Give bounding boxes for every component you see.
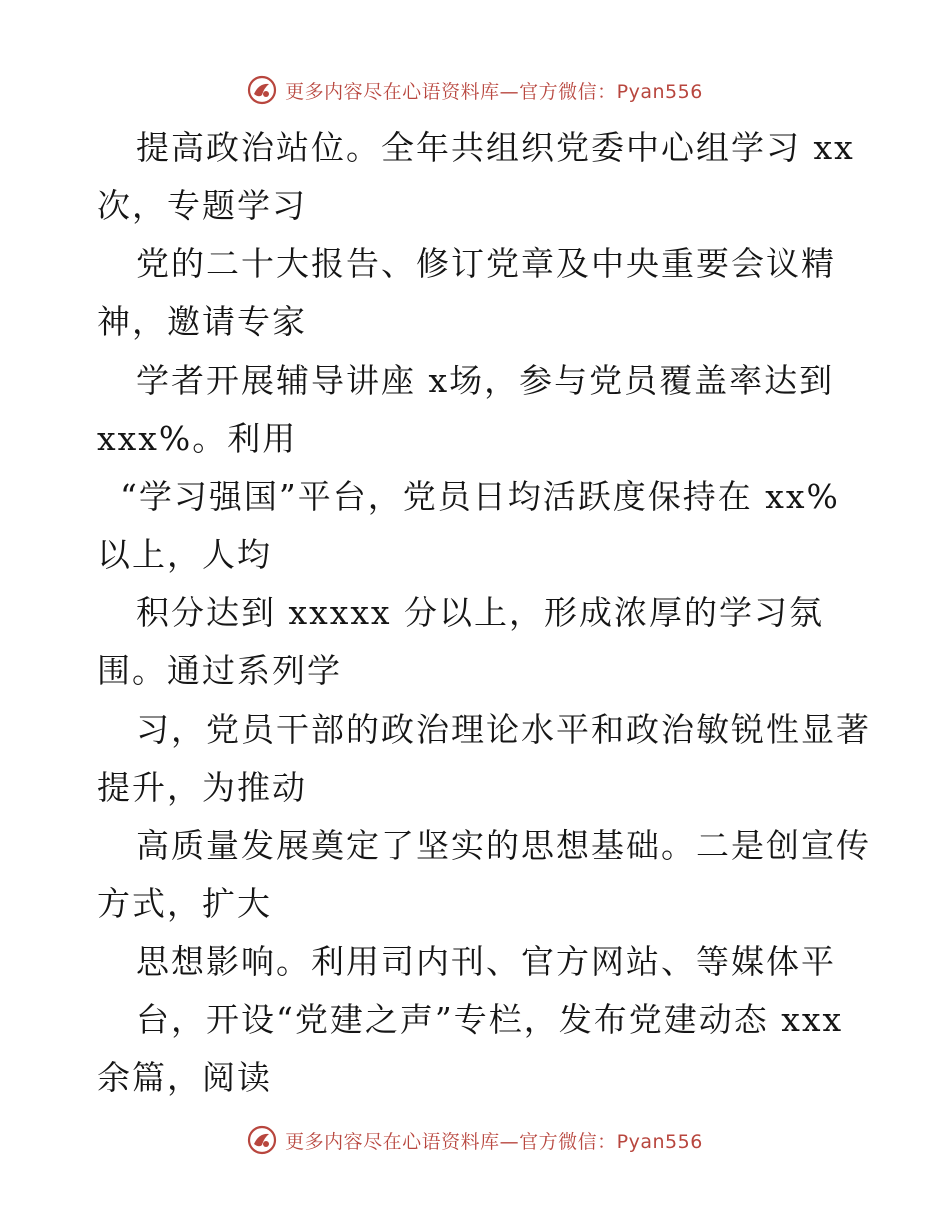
footer-banner-text: 更多内容尽在心语资料库—官方微信：Pyan556	[285, 1130, 703, 1153]
text-line: 学者开展辅导讲座 x场，参与党员覆盖率达到	[136, 361, 835, 400]
text-line: “学习强国”平台，党员日均活跃度保持在 xx%	[120, 477, 840, 516]
text-line: 思想影响。利用司内刊、官方网站、等媒体平	[136, 942, 836, 981]
text-line: 提高政治站位。全年共组织党委中心组学习 xx	[136, 128, 855, 167]
logo-icon	[247, 1125, 277, 1155]
text-line: 高质量发展奠定了坚实的思想基础。二是创宣传	[136, 826, 871, 865]
text-line: xxx%。利用	[97, 419, 298, 458]
text-line: 围。通过系列学	[97, 651, 342, 690]
text-line: 习，党员干部的政治理论水平和政治敏锐性显著	[136, 710, 871, 749]
header-banner-text: 更多内容尽在心语资料库—官方微信：Pyan556	[285, 80, 703, 103]
text-line: 积分达到 xxxxx 分以上，形成浓厚的学习氛	[136, 593, 825, 632]
text-line: 余篇，阅读	[97, 1058, 272, 1097]
text-line: 以上，人均	[97, 535, 272, 574]
text-line: 方式，扩大	[97, 884, 272, 923]
text-line: 台，开设“党建之声”专栏，发布党建动态 xxx	[136, 1000, 844, 1039]
text-line: 次，专题学习	[97, 186, 307, 225]
text-line: 神，邀请专家	[97, 302, 307, 341]
footer-banner	[0, 1120, 950, 1160]
text-line: 党的二十大报告、修订党章及中央重要会议精	[136, 244, 836, 283]
text-line: 提升，为推动	[97, 768, 307, 807]
